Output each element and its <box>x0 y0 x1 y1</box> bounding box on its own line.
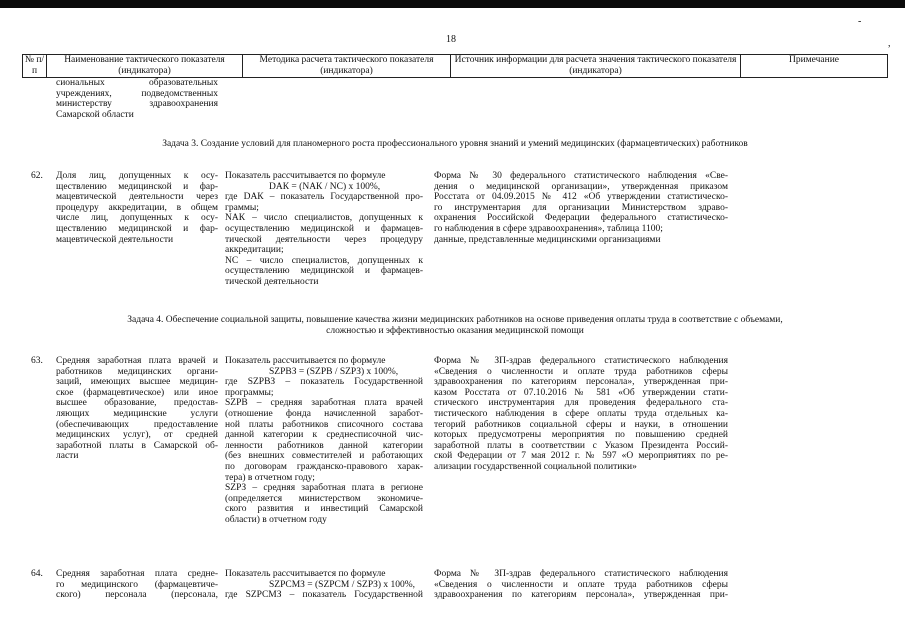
formula: SZPВЗ = (SZPВ / SZPЗ) x 100%, <box>269 366 399 377</box>
text-line: ласти <box>56 451 79 462</box>
text-line: учреждениях, подведомственных <box>56 88 218 99</box>
text-line: ществлению медицинской и фар- <box>56 181 218 192</box>
formula: DАК = (NАК / NС) x 100%, <box>269 181 381 192</box>
text-line: ского развития и инвестиций Самарской <box>225 504 423 515</box>
scan-mark: , <box>888 38 891 49</box>
row64-name <box>56 569 218 601</box>
text-line: охранения Российской Федерации федерального статистическо- <box>434 213 728 224</box>
text-line: стического инструментария для проведения федерального ста- <box>434 398 728 409</box>
text-line: медицинских услуг), от средней <box>56 430 218 441</box>
text-line: здравоохранения по категориям персонала», утвержденная при- <box>434 377 728 388</box>
header-note: Примечание <box>740 55 888 77</box>
text-line: мацевтической деятельности <box>56 234 174 245</box>
text-line: го медицинского (фармацевтиче- <box>56 579 218 590</box>
text-line: сиональных образовательных <box>56 78 218 88</box>
task-4-heading <box>22 315 888 337</box>
text-line: Средняя заработная плата врачей и <box>56 356 218 366</box>
text-line: где SZPСМЗ – показатель Государственной <box>225 590 423 601</box>
text-line: SZPЗ – средняя заработная плата в регионе <box>225 483 423 494</box>
text-line: Показатель рассчитывается по формуле <box>225 356 386 366</box>
header-method: Методика расчета тактического показателя (индикатора) <box>242 55 450 77</box>
text-line: Росстата от 04.09.2015 № 412 «Об утверждении статистическо- <box>434 192 728 203</box>
text-line: «Сведения о численности и оплате труда работников сферы <box>434 579 728 590</box>
text-line: ализации государственной социальной политики» <box>434 461 637 472</box>
formula: SZPСМЗ = (SZPСМ / SZPЗ) x 100%, <box>269 579 416 590</box>
header-name: Наименование тактического показателя (индикатора) <box>46 55 242 77</box>
task-3-heading: Задача 3. Создание условий для планомерного роста профессионального уровня знаний и умений медицинских (фармацевтических) работников <box>162 139 748 149</box>
text-line: Средняя заработная плата средне- <box>56 569 218 579</box>
text-line: (отношение фонда начисленной заработ- <box>225 408 423 419</box>
text-line: NС – число специалистов, допущенных к <box>225 255 423 266</box>
text-line: мацевтической деятельности через <box>56 192 218 203</box>
text-line: SZPВ – средняя заработная плата врачей <box>225 398 423 409</box>
text-line: тистического наблюдения в сфере оплаты труда отдельных ка- <box>434 408 728 419</box>
text-line: аккредитации; <box>225 245 284 256</box>
text-line: NАК – число специалистов, допущенных к <box>225 213 423 224</box>
text-line: сложностью и эффективностью оказания медицинской помощи <box>326 326 584 336</box>
text-line: которых предусмотрены мероприятия по повышению средней <box>434 430 728 441</box>
table-header <box>22 54 888 78</box>
header-source: Источник информации для расчета значения тактического показателя (индикатора) <box>450 55 740 77</box>
page-number: 18 <box>446 34 456 45</box>
text-line: осуществлению медицинской и фармацев- <box>225 223 423 234</box>
row62-method <box>225 171 423 288</box>
text-line: (обеспечивающих предоставление <box>56 419 218 430</box>
text-line: где SZPВЗ – показатель Государственной <box>225 377 423 388</box>
text-line: где DАК – показатель Государственной про- <box>225 192 423 203</box>
text-line: министерству здравоохранения <box>56 99 218 110</box>
row63-method <box>225 356 423 526</box>
text-line: ляющих медицинские услуги <box>56 408 218 419</box>
text-line: Самарской области <box>56 109 134 120</box>
text-line: программы; <box>225 387 274 398</box>
text-line: данной категории к среднесписочной чис- <box>225 430 423 441</box>
text-line: процедуру аккредитации, в общем <box>56 202 218 213</box>
row63-source <box>434 356 728 473</box>
row-number: 62. <box>31 171 43 181</box>
text-line: (без внешних совместителей и работающих <box>225 451 423 462</box>
scan-top-border <box>0 0 905 8</box>
text-line: заработной платы в Самарской об- <box>56 440 218 451</box>
row-number: 64. <box>31 569 43 579</box>
text-line: заций, имеющих высшее медицин- <box>56 377 218 388</box>
text-line: ское (фармацевтическое) или иное <box>56 387 218 398</box>
text-line: граммы; <box>225 202 259 213</box>
row64-method <box>225 569 423 601</box>
row62-name <box>56 171 218 245</box>
text-line: заработной платы в соответствии с Указом Президента Россий- <box>434 440 728 451</box>
text-line: дения о медицинской организации», утвержденная приказом <box>434 181 728 192</box>
text-line: тической деятельности через процедуру <box>225 234 423 245</box>
text-line: здравоохранения по категориям персонала», утвержденная при- <box>434 590 728 601</box>
text-line: тической деятельности <box>225 276 319 287</box>
text-line: Показатель рассчитывается по формуле <box>225 569 386 579</box>
scan-mark: - <box>858 16 862 27</box>
text-line: области) в отчетном году <box>225 514 327 525</box>
text-line: го инструментария для организации Министерством здраво- <box>434 202 728 213</box>
text-line: ского) персонала (персонала, <box>56 590 218 601</box>
text-line: ленности работников данной категории <box>225 440 423 451</box>
header-num: № п/п <box>22 55 46 77</box>
text-line: тегорий работников социальной сферы и науки, в отношении <box>434 419 728 430</box>
row63-name <box>56 356 218 462</box>
text-line: го наблюдения в сфере здравоохранения», таблица 1100; <box>434 223 663 234</box>
text-line: «Сведения о численности и оплате труда работников сферы <box>434 366 728 377</box>
text-line: (определяется министерством экономиче- <box>225 493 423 504</box>
text-line: Задача 4. Обеспечение социальной защиты, повышение качества жизни медицинских работников на основе приведения оплаты труда в соответствие с объемами, <box>127 315 783 325</box>
row-number: 63. <box>31 356 43 366</box>
text-line: ской Федерации от 7 мая 2012 г. № 597 «О мероприятиях по ре- <box>434 451 728 462</box>
text-line: казом Росстата от 07.10.2016 № 581 «Об утверждении стати- <box>434 387 728 398</box>
text-line: высшее образование, предостав- <box>56 398 218 409</box>
text-line: по договорам гражданско-правового харак- <box>225 461 423 472</box>
text-line: Показатель рассчитывается по формуле <box>225 171 386 181</box>
text-line: Доля лиц, допущенных к осу- <box>56 171 218 181</box>
text-line: тера) в отчетном году; <box>225 472 315 483</box>
text-line: ществлению медицинской и фар- <box>56 223 218 234</box>
text-line: осуществлению медицинской и фармацев- <box>225 266 423 277</box>
row62-source <box>434 171 728 245</box>
text-line: ной платы работников списочного состава <box>225 419 423 430</box>
text-line: Форма № ЗП-здрав федерального статистического наблюдения <box>434 569 728 579</box>
text-line: числе лиц, допущенных к осу- <box>56 213 218 224</box>
row64-source <box>434 569 728 601</box>
text-line: Форма № 30 федерального статистического наблюдения «Све- <box>434 171 728 181</box>
text-line: Форма № ЗП-здрав федерального статистического наблюдения <box>434 356 728 366</box>
text-line: данные, представленные медицинскими организациями <box>434 234 661 245</box>
text-line: работников медицинских органи- <box>56 366 218 377</box>
continuation-text <box>56 78 218 120</box>
